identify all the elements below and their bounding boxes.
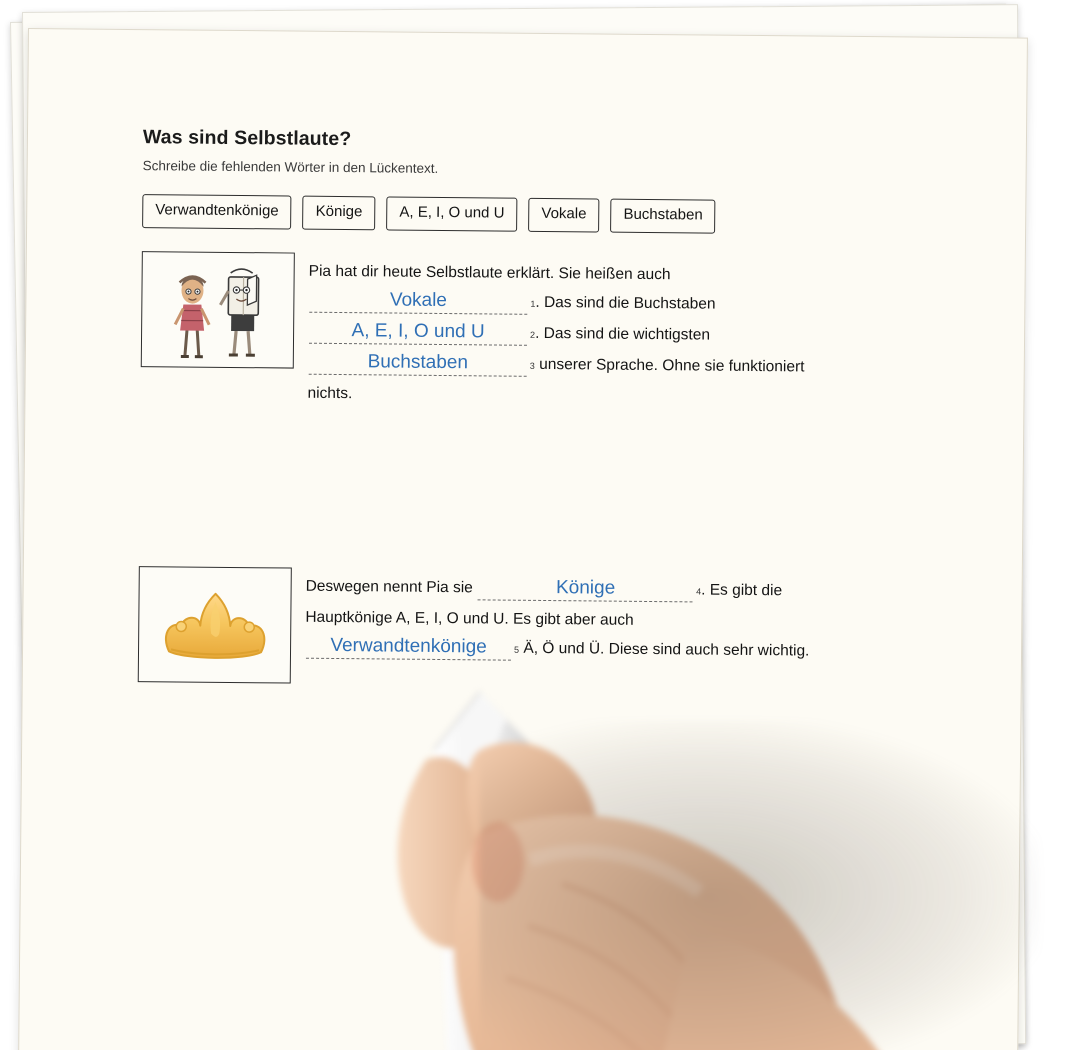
page-title: Was sind Selbstlaute? xyxy=(142,126,352,151)
worksheet-content xyxy=(19,29,1029,1050)
illustration-characters xyxy=(141,251,295,368)
exercise-one-text-3: . Das sind die wichtigsten xyxy=(535,324,711,344)
illustration-crown xyxy=(138,566,292,683)
exercise-one-text xyxy=(307,252,805,412)
exercise-one-text-4: unserer Sprache. Ohne sie funktioniert xyxy=(539,355,805,375)
blank-4[interactable] xyxy=(478,577,693,602)
exercise-two-text-1: Deswegen nennt Pia sie xyxy=(305,577,473,596)
exercise-one-text-1: Pia hat dir heute Selbstlaute erklärt. Sie heißen auch xyxy=(308,262,671,283)
exercise-two-text xyxy=(305,567,810,667)
worksheet-page xyxy=(18,28,1028,1050)
blank-2-answer: A, E, I, O und U xyxy=(351,319,485,342)
character-figure-left-icon xyxy=(170,266,217,362)
blank-5-number: 5 xyxy=(514,644,520,655)
word-chip-koenige[interactable]: Könige xyxy=(303,196,376,230)
exercise-block-two xyxy=(138,566,954,690)
blank-4-answer: Könige xyxy=(555,576,616,599)
blank-3-number: 3 xyxy=(529,360,535,371)
blank-5[interactable] xyxy=(306,635,511,660)
blank-1[interactable] xyxy=(309,289,527,314)
exercise-one-text-5: nichts. xyxy=(307,384,353,402)
blank-2[interactable] xyxy=(309,320,527,345)
word-chip-vokalletters[interactable]: A, E, I, O und U xyxy=(386,196,517,231)
blank-1-number: 1 xyxy=(530,298,536,309)
exercise-two-text-4: Ä, Ö und Ü. Diese sind auch sehr wichtig. xyxy=(523,639,810,660)
exercise-block-one xyxy=(140,251,956,414)
word-bank xyxy=(142,194,957,235)
blank-5-answer: Verwandtenkönige xyxy=(330,634,487,657)
word-chip-vokale[interactable]: Vokale xyxy=(528,198,599,232)
crown-icon xyxy=(154,581,275,668)
blank-1-answer: Vokale xyxy=(389,288,448,311)
exercise-two-text-2: . Es gibt die xyxy=(701,580,783,599)
blank-3-answer: Buchstaben xyxy=(367,350,469,373)
character-figure-right-icon xyxy=(216,260,271,363)
blank-4-number: 4 xyxy=(696,585,702,596)
page-instruction: Schreibe die fehlenden Wörter in den Lückentext. xyxy=(142,158,439,176)
blank-2-number: 2 xyxy=(530,329,536,340)
exercise-two-text-3: Hauptkönige A, E, I, O und U. Es gibt aber auch xyxy=(305,608,634,629)
word-chip-buchstaben[interactable]: Buchstaben xyxy=(610,199,716,234)
blank-3[interactable] xyxy=(309,351,527,376)
exercise-one-text-2: . Das sind die Buchstaben xyxy=(535,293,716,313)
word-chip-verwandtenkoenige[interactable]: Verwandtenkönige xyxy=(142,194,292,229)
